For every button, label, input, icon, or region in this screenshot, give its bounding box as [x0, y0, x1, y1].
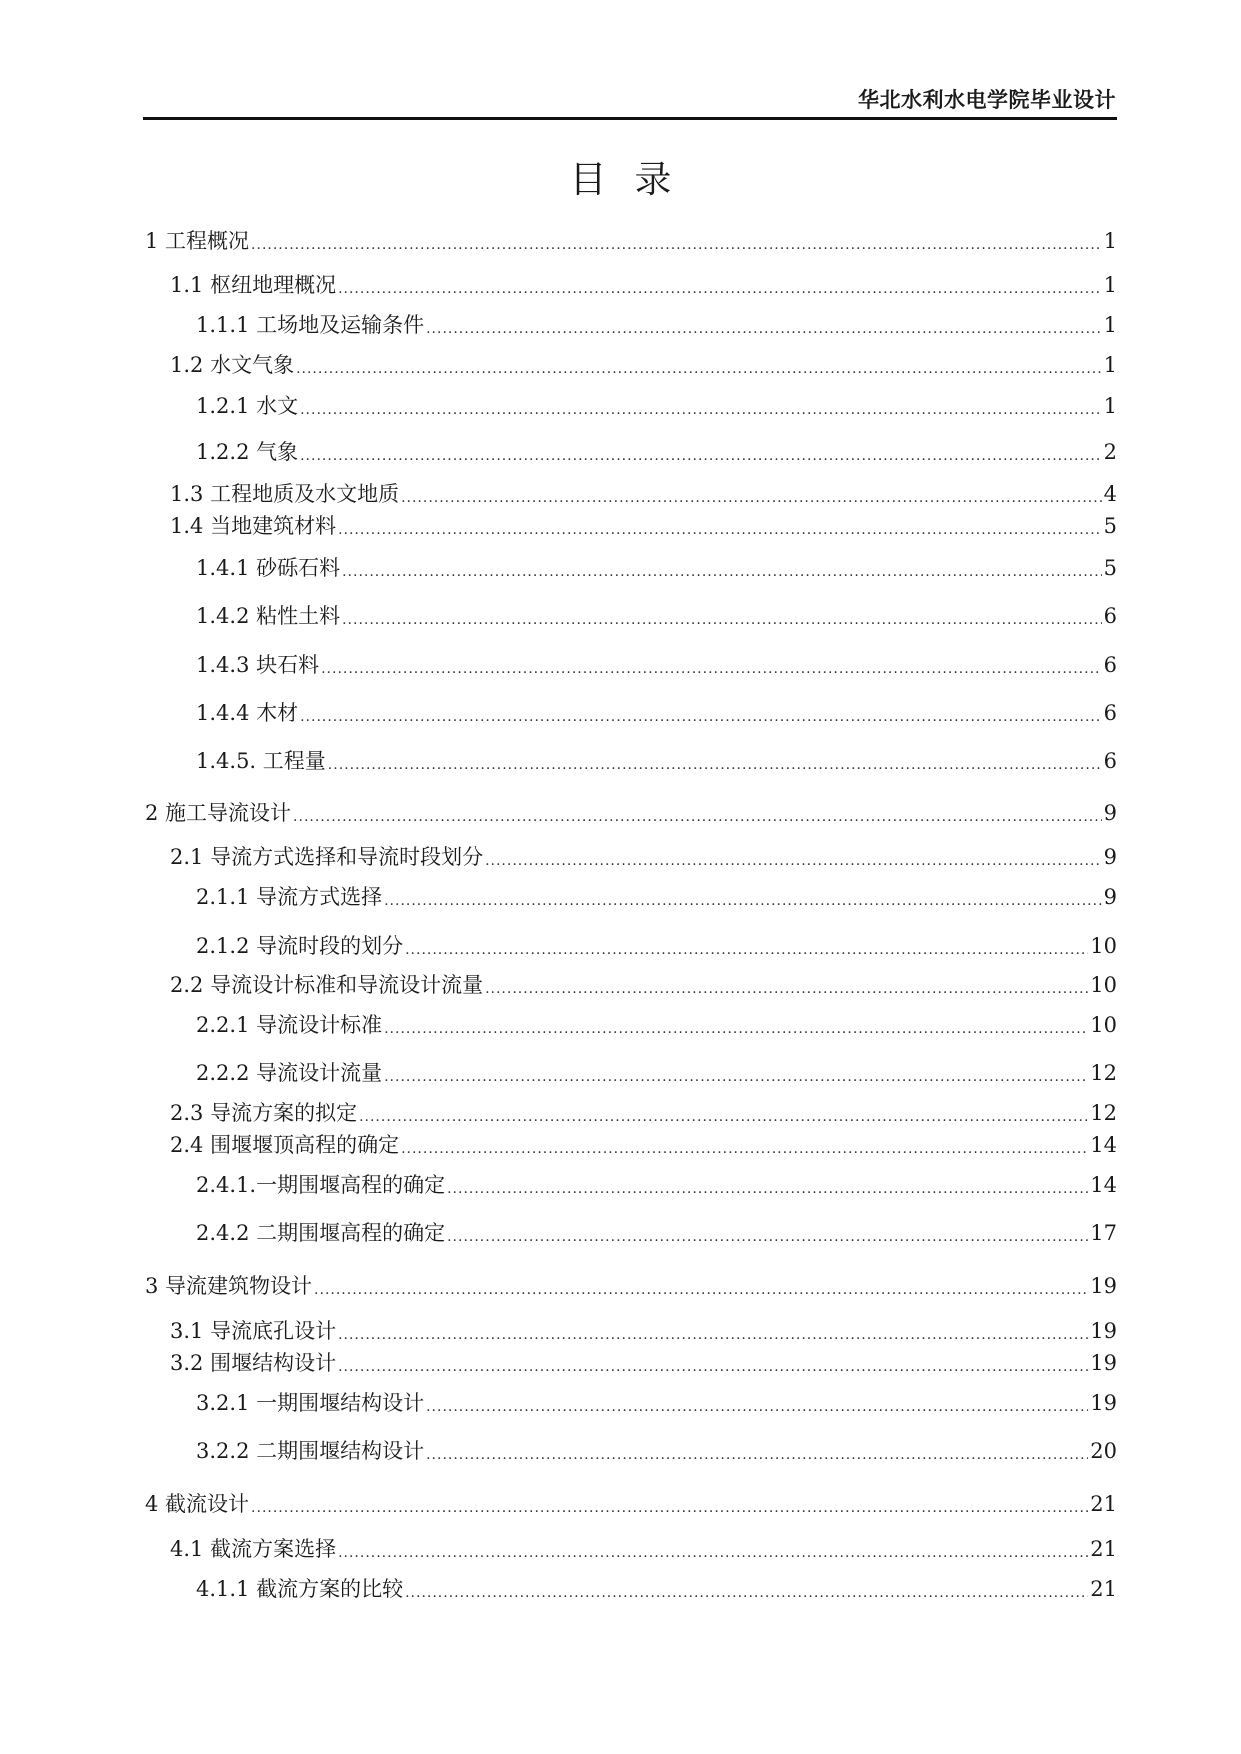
toc-page-number: 14	[1090, 1173, 1117, 1197]
toc-page-number: 1	[1103, 273, 1117, 297]
toc-entry-label: 4.1 截流方案选择	[170, 1537, 337, 1561]
toc-leader	[300, 437, 1102, 467]
toc-entry-2-4-1[interactable]	[196, 1170, 1117, 1200]
toc-leader	[338, 1316, 1088, 1346]
toc-leader	[328, 746, 1102, 776]
toc-page-number: 9	[1103, 801, 1117, 825]
toc-entry-label: 1.3 工程地质及水文地质	[170, 482, 400, 506]
toc-page-number: 19	[1090, 1391, 1117, 1415]
running-header: 华北水利水电学院毕业设计	[858, 88, 1116, 112]
toc-entry-label: 2.4.2 二期围堰高程的确定	[196, 1221, 446, 1245]
toc-page-number: 6	[1103, 653, 1117, 677]
toc-entry-label: 2.4 围堰堰顶高程的确定	[170, 1133, 400, 1157]
toc-page-number: 2	[1103, 440, 1117, 464]
toc-leader	[251, 226, 1102, 256]
toc-entry-label: 3 导流建筑物设计	[145, 1274, 313, 1298]
toc-leader	[338, 270, 1102, 300]
toc-entry-2-3[interactable]	[170, 1098, 1117, 1128]
toc-leader	[485, 970, 1088, 1000]
toc-entry-label: 4.1.1 截流方案的比较	[196, 1577, 404, 1601]
toc-leader	[401, 1130, 1088, 1160]
toc-entry-2-1-2[interactable]	[196, 931, 1117, 961]
toc-leader	[447, 1218, 1088, 1248]
toc-entry-3[interactable]	[145, 1271, 1117, 1301]
toc-page-number: 6	[1103, 749, 1117, 773]
toc-entry-1-3[interactable]	[170, 479, 1117, 509]
toc-page-number: 21	[1090, 1577, 1117, 1601]
toc-entry-2-2-2[interactable]	[196, 1058, 1117, 1088]
toc-entry-2-1-1[interactable]	[196, 882, 1117, 912]
toc-leader	[338, 1534, 1088, 1564]
toc-entry-2-2-1[interactable]	[196, 1010, 1117, 1040]
toc-entry-label: 3.2.2 二期围堰结构设计	[196, 1439, 425, 1463]
toc-leader	[485, 842, 1102, 872]
toc-entry-2-2[interactable]	[170, 970, 1117, 1000]
toc-entry-4[interactable]	[145, 1489, 1117, 1519]
toc-page-number: 9	[1103, 885, 1117, 909]
toc-page-number: 12	[1090, 1061, 1117, 1085]
toc-entry-3-1[interactable]	[170, 1316, 1117, 1346]
toc-entry-4-1-1[interactable]	[196, 1574, 1117, 1604]
toc-entry-label: 1.1.1 工场地及运输条件	[196, 313, 425, 337]
toc-page-number: 19	[1090, 1351, 1117, 1375]
toc-leader	[342, 553, 1102, 583]
toc-entry-label: 2.1.1 导流方式选择	[196, 885, 383, 909]
toc-leader	[300, 698, 1102, 728]
toc-leader	[293, 798, 1102, 828]
toc-entry-label: 2.4.1.一期围堰高程的确定	[196, 1173, 446, 1197]
toc-leader	[251, 1489, 1088, 1519]
toc-leader	[314, 1271, 1088, 1301]
toc-page-number: 14	[1090, 1133, 1117, 1157]
toc-entry-1[interactable]	[145, 226, 1117, 256]
toc-page-number: 21	[1090, 1537, 1117, 1561]
toc-leader	[401, 479, 1102, 509]
toc-entry-label: 2.1 导流方式选择和导流时段划分	[170, 845, 484, 869]
toc-entry-3-2-1[interactable]	[196, 1388, 1117, 1418]
toc-leader	[296, 350, 1102, 380]
toc-leader	[338, 1348, 1088, 1378]
toc-leader	[426, 1388, 1088, 1418]
toc-entry-1-4-5[interactable]	[196, 746, 1117, 776]
toc-leader	[384, 882, 1102, 912]
toc-entry-1-4-2[interactable]	[196, 601, 1117, 631]
toc-page-number: 21	[1090, 1492, 1117, 1516]
toc-entry-4-1[interactable]	[170, 1534, 1117, 1564]
toc-page-number: 4	[1103, 482, 1117, 506]
toc-page-number: 1	[1103, 353, 1117, 377]
toc-page-number: 5	[1103, 514, 1117, 538]
toc-entry-label: 2.1.2 导流时段的划分	[196, 934, 404, 958]
toc-entry-2-4[interactable]	[170, 1130, 1117, 1160]
toc-entry-label: 1.4 当地建筑材料	[170, 514, 337, 538]
toc-entry-2-4-2[interactable]	[196, 1218, 1117, 1248]
toc-entry-label: 3.2.1 一期围堰结构设计	[196, 1391, 425, 1415]
toc-entry-label: 1.4.2 粘性土料	[196, 604, 341, 628]
toc-entry-label: 2.2.2 导流设计流量	[196, 1061, 383, 1085]
toc-entry-1-1[interactable]	[170, 270, 1117, 300]
toc-page-number: 9	[1103, 845, 1117, 869]
toc-entry-label: 1.4.3 块石料	[196, 653, 320, 677]
toc-entry-2-1[interactable]	[170, 842, 1117, 872]
toc-page-number: 19	[1090, 1319, 1117, 1343]
toc-entry-label: 2.2 导流设计标准和导流设计流量	[170, 973, 484, 997]
toc-entry-label: 2.2.1 导流设计标准	[196, 1013, 383, 1037]
toc-page-number: 1	[1103, 229, 1117, 253]
toc-entry-label: 1.4.4 木材	[196, 701, 299, 725]
toc-title: 目录	[569, 158, 700, 201]
toc-page-number: 6	[1103, 604, 1117, 628]
toc-leader	[426, 310, 1102, 340]
toc-page-number: 10	[1090, 934, 1117, 958]
toc-page-number: 5	[1103, 556, 1117, 580]
toc-entry-3-2-2[interactable]	[196, 1436, 1117, 1466]
toc-entry-1-4[interactable]	[170, 511, 1117, 541]
toc-entry-label: 1.4.1 砂砾石料	[196, 556, 341, 580]
toc-page-number: 12	[1090, 1101, 1117, 1125]
toc-entry-1-2-1[interactable]	[196, 391, 1117, 421]
toc-page-number: 19	[1090, 1274, 1117, 1298]
toc-page-number: 10	[1090, 973, 1117, 997]
toc-page-number: 10	[1090, 1013, 1117, 1037]
header-rule	[143, 117, 1117, 120]
toc-entry-1-2-2[interactable]	[196, 437, 1117, 467]
toc-leader	[447, 1170, 1088, 1200]
toc-page-number: 1	[1103, 313, 1117, 337]
toc-leader	[321, 650, 1102, 680]
toc-entry-1-4-1[interactable]	[196, 553, 1117, 583]
toc-page-number: 6	[1103, 701, 1117, 725]
toc-entry-2[interactable]	[145, 798, 1117, 828]
toc-entry-3-2[interactable]	[170, 1348, 1117, 1378]
toc-leader	[342, 601, 1102, 631]
toc-entry-label: 1.2.2 气象	[196, 440, 299, 464]
toc-entry-1-4-3[interactable]	[196, 650, 1117, 680]
toc-leader	[338, 511, 1102, 541]
toc-entry-label: 1.1 枢纽地理概况	[170, 273, 337, 297]
toc-entry-label: 1.2.1 水文	[196, 394, 299, 418]
toc-page-number: 20	[1090, 1439, 1117, 1463]
toc-leader	[384, 1010, 1088, 1040]
toc-entry-label: 1 工程概况	[145, 229, 250, 253]
toc-leader	[359, 1098, 1088, 1128]
toc-leader	[426, 1436, 1088, 1466]
toc-leader	[405, 931, 1088, 961]
toc-entry-label: 3.1 导流底孔设计	[170, 1319, 337, 1343]
toc-entry-1-2[interactable]	[170, 350, 1117, 380]
toc-entry-label: 1.4.5. 工程量	[196, 749, 326, 773]
toc-page-number: 17	[1090, 1221, 1117, 1245]
toc-leader	[384, 1058, 1088, 1088]
toc-entry-label: 2 施工导流设计	[145, 801, 292, 825]
toc-entry-1-4-4[interactable]	[196, 698, 1117, 728]
toc-page-number: 1	[1103, 394, 1117, 418]
toc-entry-1-1-1[interactable]	[196, 310, 1117, 340]
toc-entry-label: 3.2 围堰结构设计	[170, 1351, 337, 1375]
toc-entry-label: 1.2 水文气象	[170, 353, 295, 377]
toc-entry-label: 4 截流设计	[145, 1492, 250, 1516]
toc-leader	[405, 1574, 1088, 1604]
toc-entry-label: 2.3 导流方案的拟定	[170, 1101, 358, 1125]
toc-leader	[300, 391, 1102, 421]
